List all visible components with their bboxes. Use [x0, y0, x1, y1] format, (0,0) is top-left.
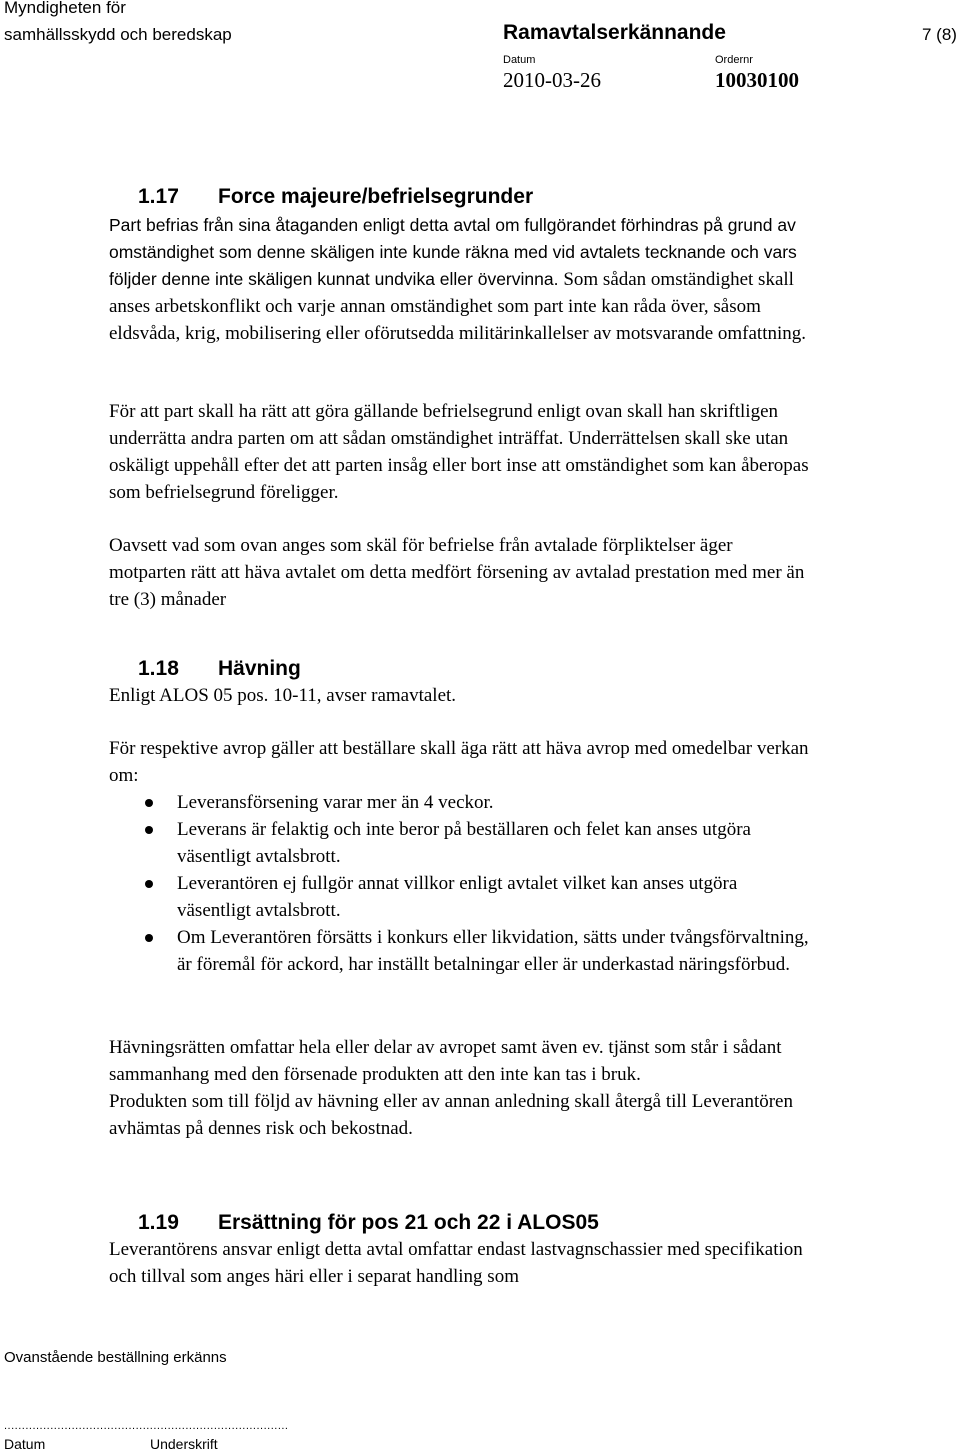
signature-line: ................................................................................ — [4, 1420, 289, 1432]
paragraph: Oavsett vad som ovan anges som skäl för befrielse från avtalade förpliktelser äger motparten rätt att häva avtalet om detta medfört försening av avtalad prestation med mer än tre (3) månader — [109, 535, 805, 610]
acknowledgement-text: Ovanstående beställning erkänns — [4, 1349, 227, 1366]
date-value: 2010-03-26 — [503, 68, 601, 92]
paragraph: För respektive avrop gäller att beställare skall äga rätt att häva avrop med omedelbar verkan om: — [109, 738, 809, 786]
bullet-icon — [145, 934, 153, 942]
section-title: Ersättning för pos 21 och 22 i ALOS05 — [218, 1211, 599, 1234]
footer-date-label: Datum — [4, 1436, 46, 1452]
paragraph: Enligt ALOS 05 pos. 10-11, avser ramavtalet. — [109, 685, 457, 706]
section-number: 1.18 — [138, 657, 179, 680]
section-heading-1-18 — [138, 655, 818, 682]
section-1-17-paragraph-3 — [109, 532, 809, 613]
list-item: Leveransförsening varar mer än 4 veckor. — [109, 789, 809, 816]
bullet-icon — [145, 880, 153, 888]
paragraph: Leverantörens ansvar enligt detta avtal omfattar endast lastvagnschassier med specifikation och tillval som anges häri eller i separat handling som — [109, 1239, 803, 1287]
section-heading-1-19 — [138, 1209, 838, 1236]
section-1-19-paragraph-1 — [109, 1236, 809, 1290]
order-number: 10030100 — [715, 68, 799, 92]
section-1-18-paragraph-2 — [109, 735, 809, 789]
list-item: Leverantören ej fullgör annat villkor enligt avtalet vilket kan anses utgöra väsentligt avtalsbrott. — [109, 870, 809, 924]
paragraph-part: Part befrias från sina åtaganden enligt detta avtal om fullgörandet förhindras på grund av omständighet som denne skäligen inte kunde räkna med vid avtalets tecknande och vars följder denne inte skäligen kunnat undvika eller övervinna. — [109, 215, 797, 289]
section-heading-1-17 — [138, 183, 818, 210]
org-name-line2: samhällsskydd och beredskap — [4, 25, 232, 44]
section-1-17-body — [109, 212, 809, 347]
section-number: 1.17 — [138, 185, 179, 208]
paragraph: Produkten som till följd av hävning eller av annan anledning skall återgå till Leverantören avhämtas på dennes risk och bekostnad. — [109, 1091, 793, 1139]
section-1-17-paragraph-2 — [109, 398, 809, 506]
section-title: Force majeure/befrielsegrunder — [218, 185, 534, 208]
page-number: 7 (8) — [922, 25, 957, 44]
document-title: Ramavtalserkännande — [503, 21, 726, 44]
section-number: 1.19 — [138, 1211, 179, 1234]
bullet-icon — [145, 826, 153, 834]
paragraph-part: Som sådan omständighet skall anses arbetskonflikt och varje annan omständighet som part inte kan råda över, såsom eldsvåda, krig, mobilisering eller oförutsedda militärinkallelser av motsvarande omfattning. — [109, 269, 806, 344]
date-label: Datum — [503, 54, 536, 66]
org-name-line1: Myndigheten för — [4, 0, 126, 17]
paragraph — [109, 212, 809, 347]
list-item: Om Leverantören försätts i konkurs eller likvidation, sätts under tvångsförvaltning, är föremål för ackord, har inställt betalningar eller är underkastad näringsförbud. — [109, 924, 809, 978]
section-1-18-paragraph-1 — [109, 682, 809, 709]
list-item: Leverans är felaktig och inte beror på beställaren och felet kan anses utgöra väsentligt avtalsbrott. — [109, 816, 809, 870]
section-title: Hävning — [218, 657, 301, 680]
order-label: Ordernr — [715, 54, 753, 66]
footer-signature-label: Underskrift — [150, 1436, 218, 1452]
paragraph: Hävningsrätten omfattar hela eller delar av avropet samt även ev. tjänst som står i sådant sammanhang med den försenade produkten att den inte kan tas i bruk. — [109, 1037, 782, 1085]
bullet-icon — [145, 799, 153, 807]
paragraph: För att part skall ha rätt att göra gällande befrielsegrund enligt ovan skall han skriftligen underrätta andra parten om att sådan omständighet inträffat. Underrättelsen skall ske utan oskäligt uppehåll efter det att parten insåg eller bort inse att omständighet som kan åberopas som befrielsegrund föreligger. — [109, 401, 809, 503]
section-1-18-paragraph-3 — [109, 1034, 809, 1142]
termination-list — [109, 789, 809, 978]
